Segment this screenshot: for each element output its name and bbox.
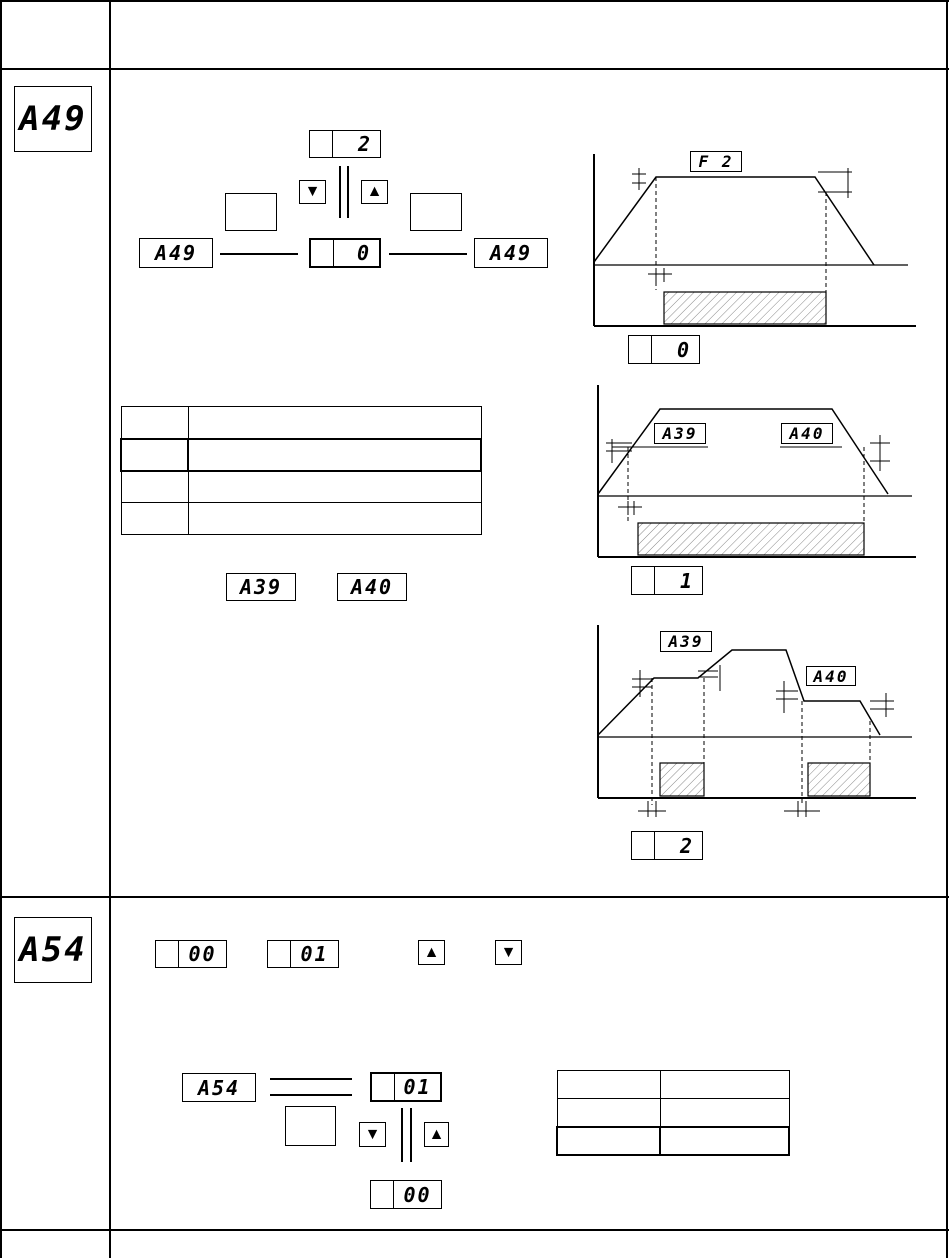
table-row xyxy=(121,503,481,535)
display-a40-graph xyxy=(781,423,833,444)
up-arrow-button[interactable] xyxy=(361,180,388,204)
blank-digit xyxy=(371,1181,393,1208)
frame-top-border xyxy=(0,0,949,2)
a49-text: A49 xyxy=(154,241,198,265)
a49-code-text: A49 xyxy=(19,99,87,139)
connector-line xyxy=(410,1108,412,1162)
connector-line xyxy=(389,253,467,255)
connector-line xyxy=(401,1108,403,1162)
a39-text: A39 xyxy=(662,424,698,443)
column-divider xyxy=(109,0,111,1258)
value-text: 2 xyxy=(332,131,380,157)
a54-code-text: A54 xyxy=(19,930,87,970)
connector-line xyxy=(220,253,298,255)
display-value-01 xyxy=(267,940,339,968)
display-a49-left xyxy=(139,238,213,268)
value-text: 0 xyxy=(651,336,699,363)
table-row-selected xyxy=(557,1127,789,1155)
down-arrow-icon: ▼ xyxy=(364,1125,381,1143)
down-arrow-icon: ▼ xyxy=(304,183,321,200)
display-value-00 xyxy=(155,940,227,968)
timing-graph-mode-0 xyxy=(590,150,920,330)
function-key-button[interactable] xyxy=(285,1106,336,1146)
a54-text: A54 xyxy=(197,1075,241,1100)
display-f2 xyxy=(690,151,742,172)
display-a54 xyxy=(182,1073,256,1102)
a54-options-table xyxy=(556,1070,790,1156)
value-text: 2 xyxy=(654,832,702,859)
display-value-00 xyxy=(370,1180,442,1209)
down-arrow-button[interactable] xyxy=(359,1122,386,1147)
header-bottom-border xyxy=(0,68,949,70)
value-text: 00 xyxy=(393,1181,441,1208)
up-arrow-button[interactable] xyxy=(418,940,445,965)
table-row xyxy=(121,407,481,439)
a40-text: A40 xyxy=(789,424,825,443)
display-mode-1 xyxy=(631,566,703,595)
connector-line xyxy=(270,1094,352,1096)
function-key-button[interactable] xyxy=(225,193,277,231)
a39-text: A39 xyxy=(239,575,283,599)
blank-digit xyxy=(372,1074,394,1100)
connector-line xyxy=(347,166,349,218)
a39-text: A39 xyxy=(668,632,704,651)
up-arrow-icon: ▲ xyxy=(366,183,383,200)
blank-digit xyxy=(268,941,290,967)
table-row-selected xyxy=(121,439,481,471)
value-text: 0 xyxy=(333,240,379,266)
timing-graph-mode-2 xyxy=(594,625,924,825)
connector-line xyxy=(270,1078,352,1080)
a40-text: A40 xyxy=(350,575,394,599)
frame-right-border xyxy=(946,0,948,1258)
value-text: 01 xyxy=(394,1074,440,1100)
display-a39-graph xyxy=(660,631,712,652)
table-row xyxy=(557,1099,789,1127)
a54-code-display xyxy=(14,917,92,983)
down-arrow-button[interactable] xyxy=(299,180,326,204)
up-arrow-icon: ▲ xyxy=(423,943,440,961)
store-key-button[interactable] xyxy=(410,193,462,231)
display-mode-2 xyxy=(631,831,703,860)
f2-text: F 2 xyxy=(698,152,734,171)
blank-digit xyxy=(156,941,178,967)
display-a39-graph xyxy=(654,423,706,444)
timing-graph-mode-1 xyxy=(594,385,924,565)
a49-code-display xyxy=(14,86,92,152)
value-text: 00 xyxy=(178,941,226,967)
value-text: 01 xyxy=(290,941,338,967)
table-row xyxy=(121,471,481,503)
blank-digit xyxy=(311,240,333,266)
down-arrow-icon: ▼ xyxy=(500,943,517,961)
display-a49-right xyxy=(474,238,548,268)
up-arrow-icon: ▲ xyxy=(428,1125,445,1143)
down-arrow-button[interactable] xyxy=(495,940,522,965)
row-divider xyxy=(0,896,949,898)
display-a40 xyxy=(337,573,407,601)
table-row xyxy=(557,1071,789,1099)
blank-digit xyxy=(632,567,654,594)
value-text: 1 xyxy=(654,567,702,594)
display-mode-0 xyxy=(628,335,700,364)
a40-text: A40 xyxy=(813,666,849,686)
blank-digit xyxy=(632,832,654,859)
blank-digit xyxy=(629,336,651,363)
a49-text: A49 xyxy=(489,241,533,265)
up-arrow-button[interactable] xyxy=(424,1122,449,1147)
blank-digit xyxy=(310,131,332,157)
row-divider-bottom xyxy=(0,1229,949,1231)
display-a40-graph xyxy=(806,666,856,686)
connector-line xyxy=(339,166,341,218)
display-value-2 xyxy=(309,130,381,158)
display-a39 xyxy=(226,573,296,601)
display-value-0 xyxy=(309,238,381,268)
frame-left-border xyxy=(0,0,2,1258)
mode-options-table xyxy=(120,406,482,535)
display-value-01-selected xyxy=(370,1072,442,1102)
